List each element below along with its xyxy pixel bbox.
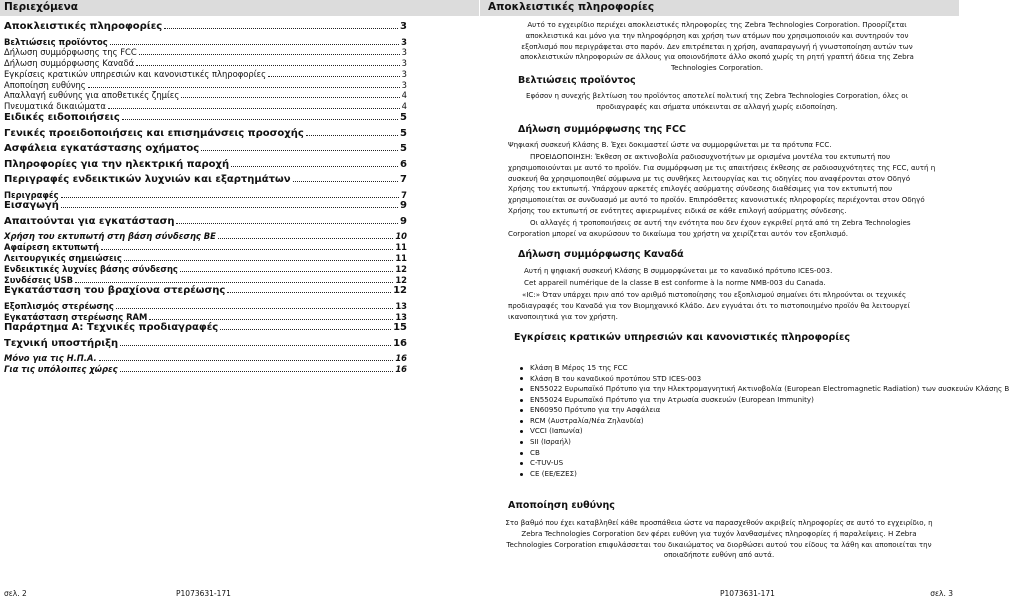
toc-entry[interactable] [4, 101, 407, 112]
toc-entry[interactable] [4, 58, 407, 69]
toc-entry-title: Απαιτούνται για εγκατάσταση [4, 215, 175, 227]
toc-entry[interactable] [4, 90, 407, 101]
proprietary-heading: Αποκλειστικές πληροφορίες [488, 1, 655, 13]
toc-entry[interactable] [4, 21, 407, 37]
toc-entry-title: Ασφάλεια εγκατάστασης οχήματος [4, 143, 200, 155]
list-item [520, 458, 940, 469]
liability-paragraph: Στο βαθμό που έχει καταβληθεί κάθε προσπάθεια ώστε να παρασχεθούν ακριβείς πληροφορίες σε αυτό το εγχειρίδιο, η Zebra Technologies Corporation δεν φέρει ευθύνη για τυχόν λανθασμένες πληροφορίες ή παραλείψεις. Η Zebra Technologies Corporation επιφυλάσσεται του δικαιώματος να διορθώσει αυτού του είδους τα λάθη και αποποιείται την οποιαδήποτε ευθύνη από αυτά. [505, 518, 933, 560]
toc-entry[interactable] [4, 200, 407, 216]
approval-text: VCCI (Ιαπωνία) [530, 426, 583, 436]
canada-title: Δήλωση συμμόρφωσης Καναδά [518, 249, 684, 260]
toc-entry-page: 3 [400, 21, 407, 32]
fcc-line: Ψηφιακή συσκευή Κλάσης B. Έχει δοκιμαστεί ώστε να συμμορφώνεται με τα πρότυπα FCC. [508, 140, 832, 149]
canada-line-1: Αυτή η ψηφιακή συσκευή Κλάσης B συμμορφώνεται με το καναδικό πρότυπο ICES-003. [524, 266, 833, 275]
table-of-contents [4, 21, 407, 375]
toc-entry-page: 5 [400, 112, 407, 124]
toc-entry-page: 7 [400, 174, 407, 186]
left-page-number: σελ. 2 [4, 589, 27, 598]
fcc-warning: ΠΡΟΕΙΔΟΠΟΙΗΣΗ: Έκθεση σε ακτινοβολία ραδιοσυχνοτήτων με ορισμένα μοντέλα του εκτυπωτή που χρησιμοποιούνται με αυτό το προϊόν. Για συμμόρφωση με τις απαιτήσεις έκθεσης σε ραδιοσυχνότητες της FCC, αυτή η συσκευή θα χρησιμοποιηθεί σύμφωνα με τις συνθήκες λειτουργίας και τις οδηγίες που αναφέρονται στον Οδηγό Χρήσης του εκτυπωτή. Υπάρχουν αρκετές επιλογές ασύρματης σύνδεσης διαθέσιμες για τον εκτυπωτή που χρησιμοποιείται σε συνδυασμό με αυτό το προϊόν. Επιπρόσθετες κανονιστικές πληροφορίες περιέχονται στον Οδηγό Χρήσης του εκτυπωτή σε ενότητες αφιερωμένες ειδικά σε κάθε επιλογή ασύρματης σύνδεσης. [508, 152, 936, 215]
approval-text: RCM (Αυστραλία/Νέα Ζηλανδία) [530, 415, 644, 425]
toc-leader-dots [120, 365, 394, 372]
approvals-title: Εγκρίσεις κρατικών υπηρεσιών και κανονιστικές πληροφορίες [514, 332, 850, 343]
list-item [520, 374, 940, 385]
toc-leader-dots [122, 112, 398, 120]
bullet-icon [520, 473, 523, 476]
toc-entry-title: Βελτιώσεις προϊόντος [4, 36, 108, 47]
toc-entry-page: 3 [401, 47, 407, 58]
toc-entry-page: 10 [395, 231, 407, 242]
bullet-icon [520, 377, 523, 380]
toc-entry-title: Μόνο για τις Η.Π.Α. [4, 353, 97, 364]
toc-entry-title: Περιγραφές [4, 189, 59, 200]
list-item [520, 363, 940, 374]
toc-leader-dots [227, 285, 391, 293]
toc-entry[interactable] [4, 37, 407, 48]
toc-entry-page: 12 [395, 274, 407, 285]
toc-entry[interactable] [4, 264, 407, 275]
toc-leader-dots [88, 81, 400, 88]
toc-entry[interactable] [4, 69, 407, 80]
toc-entry-page: 12 [393, 285, 407, 297]
toc-entry[interactable] [4, 174, 407, 190]
approval-text: Κλάση B Μέρος 15 της FCC [530, 362, 628, 372]
canada-line-3: «IC:» Όταν υπάρχει πριν από τον αριθμό πιστοποίησης του εξοπλισμού σημαίνει ότι πληρούνται οι τεχνικές προδιαγραφές του Καναδά για τον Βιομηχανικό Κλάδο. Δεν εγγυάται ότι το πιστοποιημένο προϊόν θα λειτουργεί ικανοποιητικά για τον χρήστη. [508, 290, 910, 321]
toc-entry-title: Απαλλαγή ευθύνης για αποθετικές ζημίες [4, 90, 180, 101]
toc-entry-title: Αποποίηση ευθύνης [4, 79, 86, 90]
approval-text: C-TUV-US [530, 458, 564, 468]
improvements-title: Βελτιώσεις προϊόντος [518, 75, 636, 86]
toc-entry[interactable] [4, 338, 407, 354]
toc-entry[interactable] [4, 231, 407, 242]
toc-leader-dots [220, 322, 391, 330]
toc-entry-page: 3 [401, 79, 407, 90]
toc-entry[interactable] [4, 190, 407, 201]
bullet-icon [520, 367, 523, 370]
toc-leader-dots [108, 102, 400, 109]
list-item [520, 395, 940, 406]
toc-entry-page: 16 [395, 353, 407, 364]
toc-entry-page: 4 [401, 90, 407, 101]
list-item [520, 448, 940, 459]
toc-entry-page: 9 [400, 215, 407, 227]
toc-entry[interactable] [4, 128, 407, 144]
toc-leader-dots [124, 254, 393, 261]
approval-text: CE (ΕΕ/ΕΖΕΣ) [530, 468, 577, 478]
toc-leader-dots [231, 159, 398, 167]
bullet-icon [520, 409, 523, 412]
toc-entry-title: Ειδικές ειδοποιήσεις [4, 112, 120, 124]
left-page [0, 0, 479, 600]
toc-entry-page: 11 [395, 242, 407, 253]
toc-entry-title: Δήλωση συμμόρφωσης της FCC [4, 47, 137, 58]
toc-entry[interactable] [4, 112, 407, 128]
fcc-changes: Οι αλλαγές ή τροποποιήσεις σε αυτή την ενότητα που δεν έχουν εγκριθεί ρητά από τη Zebra Technologies Corporation μπορεί να ακυρώσουν το δικαίωμα του χρήστη να χειρίζεται αυτόν τον εξοπλισμό. [508, 218, 911, 238]
toc-entry-page: 11 [395, 252, 407, 263]
improvements-paragraph: Εφόσον η συνεχής βελτίωση του προϊόντος αποτελεί πολιτική της Zebra Technologies Corporation, όλες οι προδιαγραφές και σήματα υπόκεινται σε αλλαγή χωρίς ειδοποίηση. [525, 91, 909, 111]
toc-entry-page: 7 [401, 189, 407, 200]
toc-entry[interactable] [4, 285, 407, 301]
toc-entry-title: Τεχνική υποστήριξη [4, 337, 119, 349]
toc-entry-title: Ενδεικτικές λυχνίες βάσης σύνδεσης [4, 263, 178, 274]
toc-entry[interactable] [4, 322, 407, 338]
toc-entry[interactable] [4, 143, 407, 159]
toc-leader-dots [136, 59, 400, 66]
toc-entry-page: 16 [393, 337, 407, 349]
toc-entry-title: Εγκατάσταση του βραχίονα στερέωσης [4, 285, 226, 297]
toc-leader-dots [218, 233, 393, 240]
bullet-icon [520, 420, 523, 423]
toc-entry-title: Για τις υπόλοιπες χώρες [4, 364, 118, 375]
toc-entry[interactable] [4, 301, 407, 312]
list-item [520, 416, 940, 427]
toc-entry-page: 13 [395, 311, 407, 322]
bullet-icon [520, 452, 523, 455]
toc-entry-page: 16 [395, 364, 407, 375]
toc-leader-dots [99, 355, 394, 362]
toc-entry-title: Πνευματικά δικαιώματα [4, 101, 106, 112]
toc-leader-dots [116, 302, 393, 309]
toc-entry-page: 4 [401, 101, 407, 112]
approval-text: EN55022 Ευρωπαϊκό Πρότυπο για την Ηλεκτρομαγνητική Ακτινοβολία (European Electromagnetic Radiation) των συσκευών Κλάσης B [530, 384, 1009, 394]
toc-entry-page: 15 [393, 322, 407, 334]
toc-leader-dots [176, 216, 398, 224]
toc-entry-title: Παράρτημα Α: Τεχνικές προδιαγραφές [4, 322, 219, 334]
toc-entry-page: 3 [401, 58, 407, 69]
toc-leader-dots [75, 276, 393, 283]
toc-entry[interactable] [4, 216, 407, 232]
toc-entry[interactable] [4, 275, 407, 286]
right-page-number: σελ. 3 [930, 589, 953, 598]
toc-entry-page: 13 [395, 300, 407, 311]
toc-leader-dots [306, 128, 398, 136]
right-page [480, 0, 1009, 600]
toc-entry-title: Εισαγωγή [4, 200, 59, 212]
list-item [520, 437, 940, 448]
toc-entry-page: 3 [401, 68, 407, 79]
toc-leader-dots [268, 70, 400, 77]
toc-entry-page: 5 [400, 143, 407, 155]
toc-entry-title: Αποκλειστικές πληροφορίες [4, 21, 163, 32]
approval-text: CB [530, 447, 540, 457]
toc-heading: Περιεχόμενα [4, 1, 79, 13]
toc-leader-dots [61, 200, 398, 208]
intro-paragraph: Αυτό το εγχειρίδιο περιέχει αποκλειστικές πληροφορίες της Zebra Technologies Corporation. Προορίζεται αποκλειστικά και μόνο για την πληροφόρηση και χρήση των ατόμων που χρησιμοποιούν και συντηρούν τον εξοπλισμό που περιγράφεται στο παρόν. Δεν επιτρέπεται η χρήση, αναπαραγωγή ή γνωστοποίηση αυτών των αποκλειστικών πληροφοριών σε άλλους για οποιονδήποτε άλλο σκοπό χωρίς τη ρητή γραπτή άδεια της Zebra Technologies Corporation. [520, 20, 914, 73]
toc-entry-title: Λειτουργικές σημειώσεις [4, 252, 122, 263]
left-page-code: P1073631-171 [176, 589, 231, 598]
toc-entry[interactable] [4, 312, 407, 323]
toc-entry[interactable] [4, 159, 407, 175]
toc-leader-dots [139, 48, 400, 55]
toc-entry-title: Χρήση του εκτυπωτή στη βάση σύνδεσης BE [4, 231, 216, 242]
left-page-header [0, 0, 479, 16]
fcc-title: Δήλωση συμμόρφωσης της FCC [518, 124, 686, 135]
toc-entry[interactable] [4, 253, 407, 264]
canada-line-2: Cet appareil numérique de la classe B est conforme à la norme NMB-003 du Canada. [524, 278, 826, 287]
toc-entry-page: 12 [395, 263, 407, 274]
toc-leader-dots [120, 338, 391, 346]
toc-entry[interactable] [4, 364, 407, 375]
approval-text: SII (Ισραήλ) [530, 437, 571, 447]
toc-entry[interactable] [4, 242, 407, 253]
toc-leader-dots [110, 38, 399, 45]
toc-entry-page: 6 [400, 158, 407, 170]
toc-entry-title: Συνδέσεις USB [4, 274, 74, 285]
bullet-icon [520, 462, 523, 465]
toc-entry-title: Εγκατάσταση στερέωσης RAM [4, 311, 148, 322]
toc-leader-dots [293, 174, 399, 182]
toc-leader-dots [101, 243, 393, 250]
toc-entry-title: Πληροφορίες για την ηλεκτρική παροχή [4, 158, 230, 170]
toc-entry-page: 5 [400, 127, 407, 139]
bullet-icon [520, 399, 523, 402]
approval-text: Κλάση B του καναδικού προτύπου STD ICES-003 [530, 373, 702, 383]
toc-leader-dots [149, 313, 393, 320]
list-item [520, 384, 1009, 395]
toc-entry-title: Δήλωση συμμόρφωσης Καναδά [4, 58, 135, 69]
toc-entry-title: Εγκρίσεις κρατικών υπηρεσιών και κανονιστικές πληροφορίες [4, 68, 266, 79]
approvals-list [520, 362, 1009, 480]
list-item [520, 427, 940, 438]
approval-text: EN60950 Πρότυπο για την Ασφάλεια [530, 405, 661, 415]
right-page-header [480, 0, 959, 16]
toc-leader-dots [201, 143, 398, 151]
right-page-code: P1073631-171 [720, 589, 775, 598]
toc-entry[interactable] [4, 47, 407, 58]
bullet-icon [520, 388, 523, 391]
toc-entry-title: Γενικές προειδοποιήσεις και επισημάνσεις προσοχής [4, 127, 304, 139]
toc-entry-title: Εξοπλισμός στερέωσης [4, 300, 114, 311]
bullet-icon [520, 441, 523, 444]
toc-entry[interactable] [4, 80, 407, 91]
list-item [520, 469, 940, 480]
toc-leader-dots [180, 265, 393, 272]
liability-title: Αποποίηση ευθύνης [508, 500, 615, 511]
toc-leader-dots [164, 21, 398, 29]
approval-text: EN55024 Ευρωπαϊκό Πρότυπο για την Ατρωσία συσκευών (European Immunity) [530, 394, 814, 404]
toc-entry-title: Αφαίρεση εκτυπωτή [4, 242, 99, 253]
bullet-icon [520, 430, 523, 433]
toc-entry-page: 9 [400, 200, 407, 212]
toc-entry-page: 3 [401, 36, 407, 47]
list-item [520, 405, 940, 416]
toc-leader-dots [61, 191, 400, 198]
toc-leader-dots [181, 92, 399, 99]
toc-entry[interactable] [4, 353, 407, 364]
toc-entry-title: Περιγραφές ενδεικτικών λυχνιών και εξαρτημάτων [4, 174, 291, 186]
